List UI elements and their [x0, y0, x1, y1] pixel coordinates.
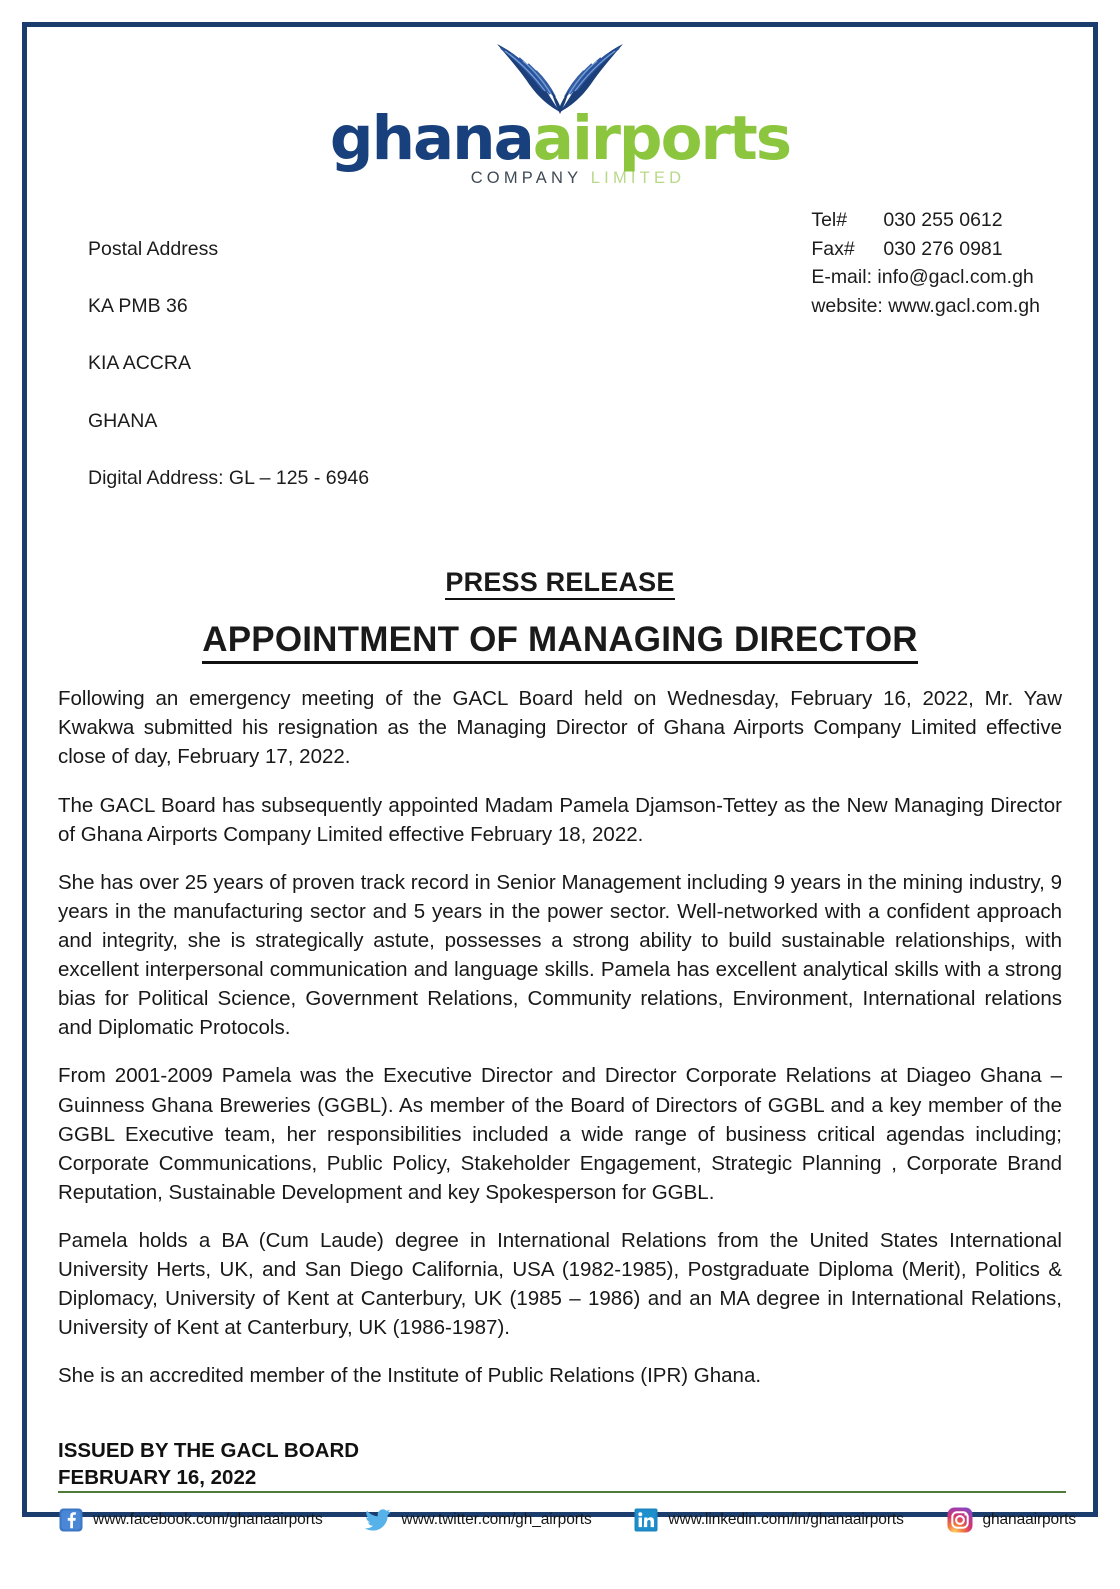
issued-by-line: ISSUED BY THE GACL BOARD — [58, 1438, 360, 1462]
facebook-url[interactable]: www.facebook.com/ghanaairports — [93, 1511, 323, 1528]
page-title-text: APPOINTMENT OF MANAGING DIRECTOR — [202, 620, 917, 664]
body-paragraph: She is an accredited member of the Institute of Public Relations (IPR) Ghana. — [58, 1364, 762, 1388]
postal-address-line: GHANA — [88, 409, 158, 432]
press-release-kicker — [58, 567, 1062, 598]
social-link-facebook[interactable] — [58, 1507, 323, 1533]
body-paragraph: Following an emergency meeting of the GACL Board held on Wednesday, February 16, 2022, Mr. Yaw Kwakwa submitted his resignation as the Managing Director of Ghana Airports Company Limited effective close of day, February 17, 2022. — [58, 687, 1062, 769]
footer-divider — [58, 1491, 1066, 1493]
fax-value: 030 276 0981 — [883, 237, 1003, 260]
telephone-value: 030 255 0612 — [883, 209, 1003, 231]
linkedin-icon[interactable] — [633, 1507, 659, 1533]
postal-address-line: Postal Address — [88, 237, 219, 260]
twitter-icon[interactable] — [364, 1507, 392, 1533]
body-paragraph: She has over 25 years of proven track record in Senior Management including 9 years in the mining industry, 9 years in the manufacturing sector and 5 years in the power sector. Well-networked with a confident approach and integrity, she is strategically astute, possesses a strong ability to build sustainable relationships, with excellent interpersonal communication and language skills. Pamela has excellent analytical skills with a strong bias for Political Science, Government Relations, Community relations, Environment, International relations and Diplomatic Protocols. — [58, 870, 1062, 1040]
fax-line — [811, 235, 1040, 264]
telephone-label: Tel# — [811, 209, 848, 231]
logo-wordmark — [329, 103, 791, 174]
social-link-instagram[interactable] — [946, 1506, 1077, 1534]
press-release-body — [58, 684, 1062, 1390]
linkedin-url[interactable]: www.linkedin.com/in/ghanaairports — [668, 1511, 904, 1528]
page-title — [58, 620, 1062, 660]
postal-address-line: KA PMB 36 — [88, 294, 188, 317]
postal-address-line: KIA ACCRA — [88, 352, 191, 375]
signoff-block — [58, 1437, 1062, 1492]
digital-address-line: Digital Address: GL – 125 - 6946 — [88, 466, 370, 489]
logo-word-airports: airports — [532, 103, 791, 174]
postal-address-block — [58, 206, 369, 521]
logo-sub-company: COMPANY — [470, 168, 582, 187]
social-links-bar — [58, 1498, 1076, 1542]
body-paragraph: From 2001-2009 Pamela was the Executive Director and Director Corporate Relations at Diageo Ghana – Guinness Ghana Breweries (GGBL). As member of the Board of Directors of GGBL and a key member of the GGBL Executive team, her responsibilities included a wide range of business critical agendas including; Corporate Communications, Public Policy, Stakeholder Engagement, Strategic Planning , Corporate Brand Reputation, Sustainable Development and key Spokesperson for GGBL. — [58, 1064, 1062, 1204]
body-paragraph: Pamela holds a BA (Cum Laude) degree in International Relations from the United States International University Herts, UK, and San Diego California, USA (1982-1985), Postgraduate Diploma (Merit), Politics & Diplomacy, University of Kent at Canterbury, UK (1985 – 1986) and an MA degree in International Relations, University of Kent at Canterbury, UK (1986-1987). — [58, 1228, 1062, 1340]
facebook-icon[interactable] — [58, 1507, 84, 1533]
social-link-linkedin[interactable] — [633, 1507, 903, 1533]
instagram-handle[interactable]: ghanaairports — [982, 1511, 1076, 1528]
twitter-url[interactable]: www.twitter.com/gh_airports — [401, 1511, 592, 1528]
logo-sub-limited: LIMITED — [590, 168, 686, 187]
email-value: E-mail: info@gacl.com.gh — [811, 266, 1034, 289]
website-line[interactable] — [811, 292, 1040, 321]
email-line — [811, 263, 1040, 292]
telephone-line — [811, 206, 1040, 235]
press-release-kicker-text: PRESS RELEASE — [445, 567, 674, 600]
issued-date-line: FEBRUARY 16, 2022 — [58, 1466, 257, 1490]
fax-label: Fax# — [811, 237, 855, 260]
website-value[interactable]: website: www.gacl.com.gh — [811, 294, 1040, 317]
contact-block — [811, 206, 1062, 321]
company-logo — [58, 0, 1062, 187]
letterhead-details — [58, 206, 1062, 521]
body-paragraph: The GACL Board has subsequently appointed Madam Pamela Djamson-Tettey as the New Managing Director of Ghana Airports Company Limited effective February 18, 2022. — [58, 793, 1062, 846]
social-link-twitter[interactable] — [364, 1507, 591, 1533]
logo-word-ghana: ghana — [329, 103, 533, 174]
instagram-icon[interactable] — [946, 1506, 974, 1534]
